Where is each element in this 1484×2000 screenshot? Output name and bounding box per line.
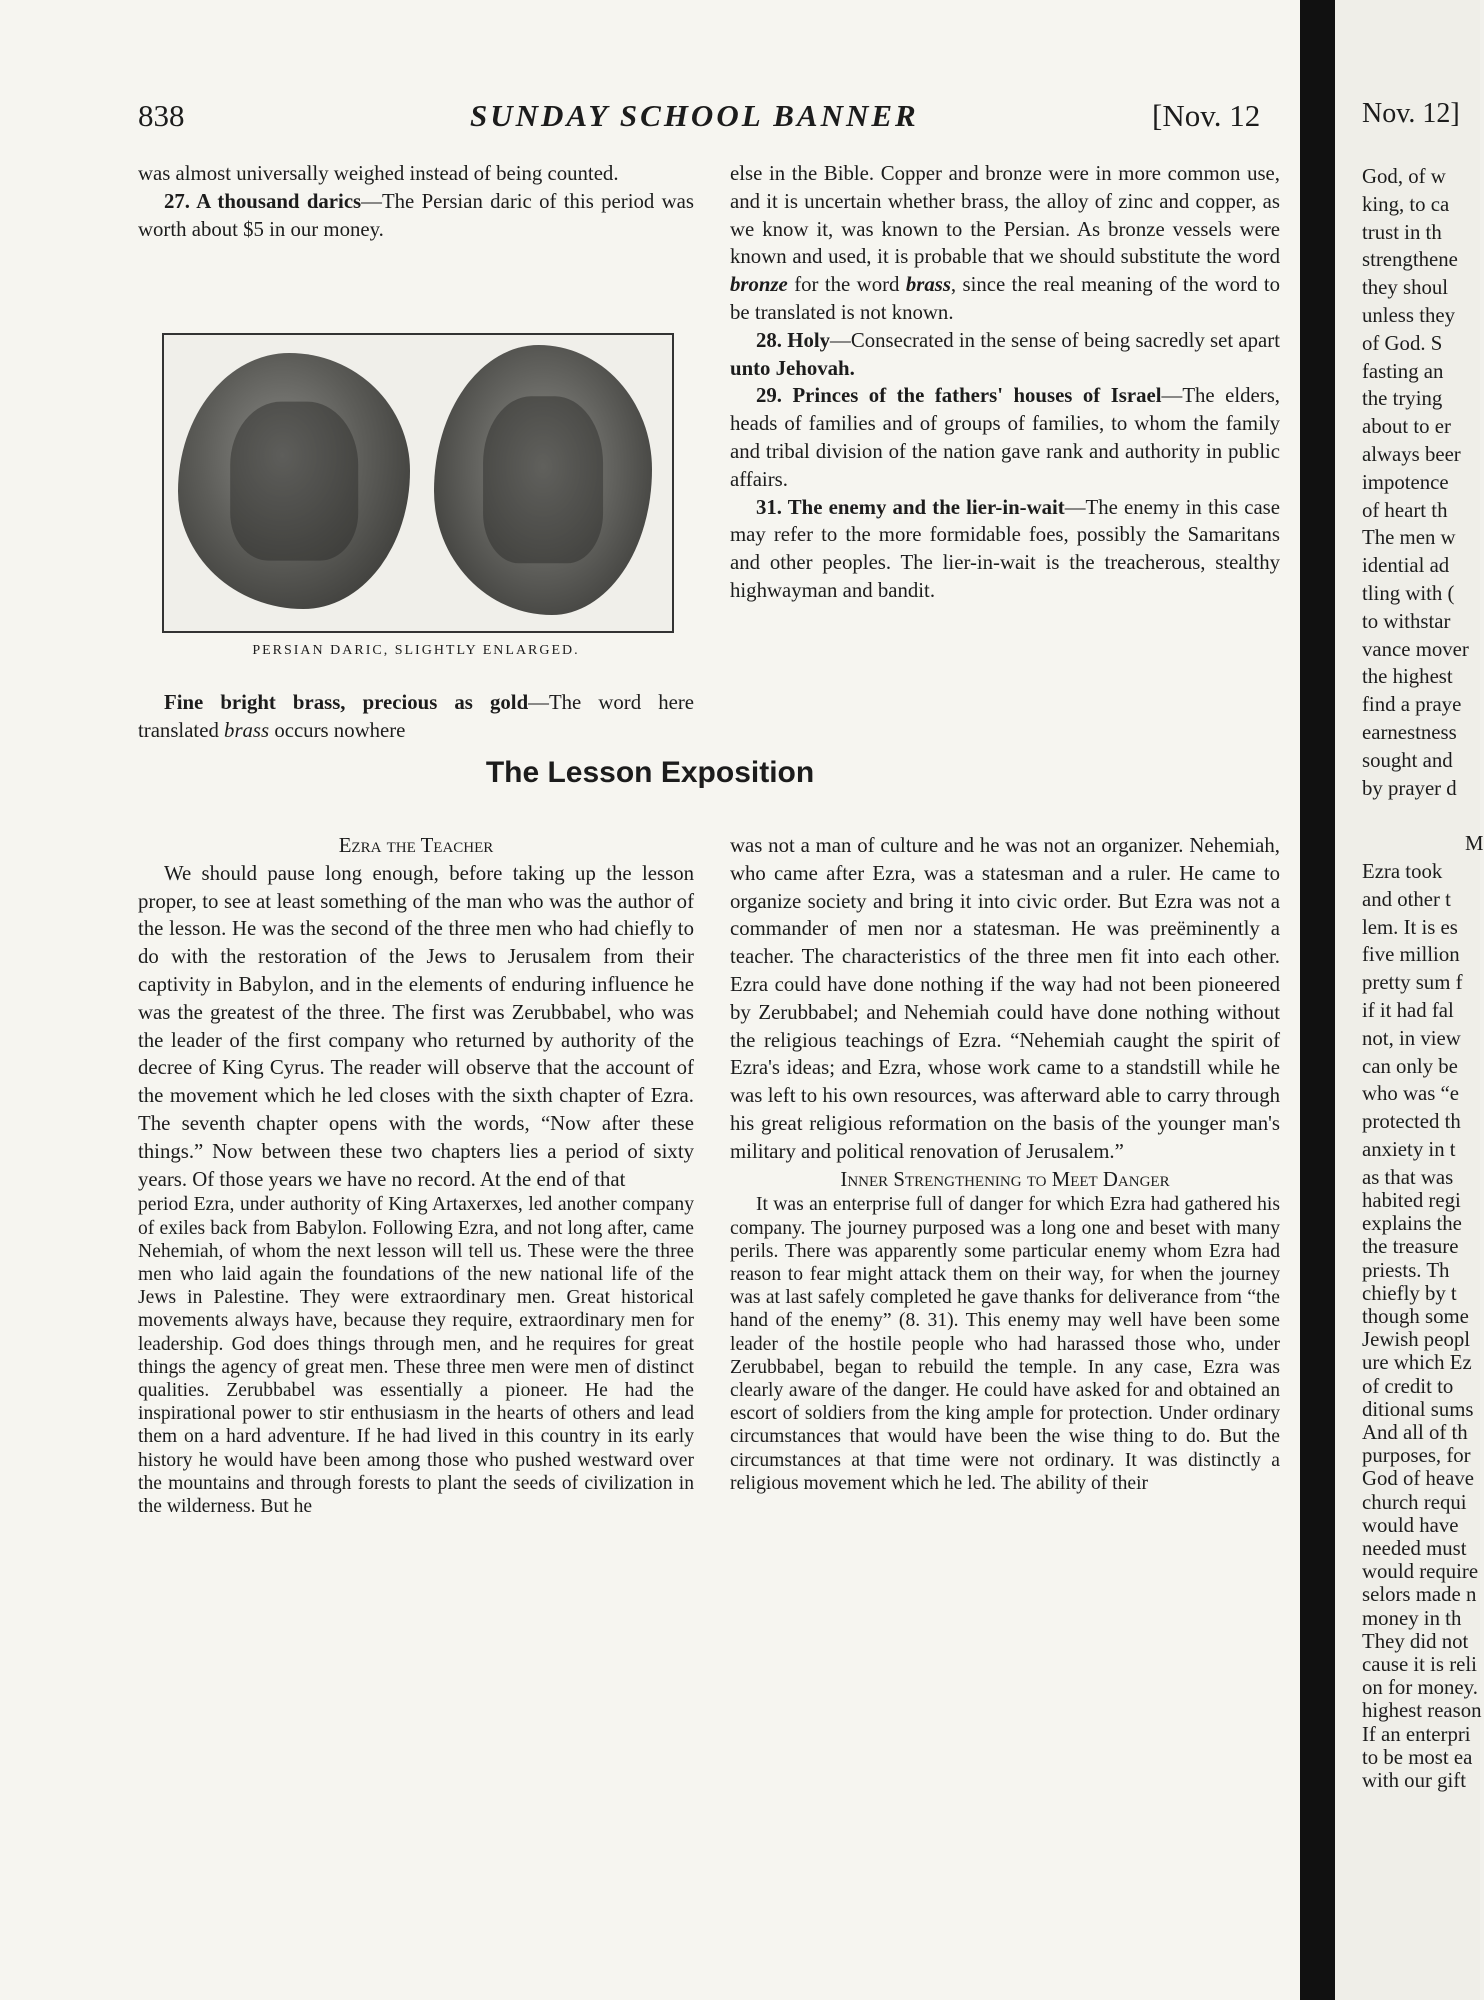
facing-page-line: ditional sums (1362, 1397, 1474, 1421)
facing-page-line: though some (1362, 1305, 1469, 1328)
facing-page-line: to be most ea (1362, 1745, 1473, 1769)
facing-page-line: impotence (1362, 470, 1449, 494)
facing-page-line: the treasure (1362, 1235, 1459, 1259)
word-brass: brass (905, 273, 951, 297)
left-column-body (138, 832, 694, 1518)
subheading-ezra-the-teacher: Ezra the Teacher (338, 834, 494, 857)
facing-page-line: idential ad (1362, 554, 1450, 578)
facing-page-line: not, in view (1362, 1026, 1461, 1050)
facing-page-line: God of heave (1362, 1467, 1475, 1491)
facing-page-line: and other t (1362, 887, 1451, 911)
facing-page-line: pretty sum f (1362, 971, 1463, 995)
facing-page-line: strengthene (1362, 248, 1458, 272)
facing-page-line: God, of w (1362, 165, 1446, 188)
section-title: The Lesson Exposition (485, 756, 815, 789)
facing-page-line: If an enterpri (1362, 1722, 1471, 1746)
facing-page-line: would have (1362, 1513, 1459, 1537)
facing-page-line: always beer (1362, 443, 1461, 466)
facing-page-line: Ezra took (1362, 860, 1443, 883)
facing-page-line: they shoul (1362, 276, 1449, 300)
facing-page-line: anxiety in t (1362, 1138, 1456, 1161)
facing-page-line: needed must (1362, 1537, 1467, 1560)
note-31 (730, 494, 1280, 605)
facing-page-line: They did not (1362, 1629, 1469, 1653)
note-bronze-text: else in the Bible. Copper and bronze were in more common use, and it is uncertain whether brass, the alloy of zinc and copper, as we know it, was known to the Persian. As bronze vessels were known and used, it is probable that we should substitute the word (730, 162, 1280, 269)
left-column-note (138, 689, 694, 745)
note-27 (138, 188, 694, 244)
facing-page-line: if it had fal (1362, 999, 1454, 1022)
running-title: SUNDAY SCHOOL BANNER (470, 98, 919, 133)
facing-page-line: as that was (1362, 1165, 1454, 1189)
note-bronze-text2: for the word (787, 273, 906, 297)
body-paragraph-continued: period Ezra, under authority of King Artaxerxes, led another company of exiles back from Babylon. Following Ezra, and not long after, came Nehemiah, of whom the next lesson will tell us. These were the three men who laid again the foundations of the new national life of the Jews in Palestine. They were extraordinary men. Great historical movements always have, because they require, extraordinary men for leadership. God does things through men, and he requires for great things the agency of great men. These three men were men of distinct qualities. Zerubbabel was essentially a pioneer. He had the inspirational power to stir enthusiasm in the hearts of others and lead them on a hard adventure. If he had lived in this country in its early history he would have been among those who pushed westward over the mountains and through forests to plant the seeds of civilization in the wilderness. But he (138, 1194, 694, 1517)
note-29-text: —The elders, heads of families and of groups of families, to whom the family and tribal division of the nation gave rank and authority in public affairs. (730, 384, 1281, 491)
word-bronze: bronze (730, 273, 788, 297)
facing-page-line: explains the (1362, 1212, 1462, 1236)
facing-page-line: money in th (1362, 1606, 1462, 1630)
facing-page-line: of God. S (1362, 331, 1443, 355)
note-bronze-text3: , since the real meaning of the word to be translated is not known. (730, 273, 1280, 324)
facing-page-line: of heart th (1362, 498, 1448, 522)
facing-page-line: Jewish peopl (1362, 1328, 1471, 1352)
facing-page-line: would require (1362, 1560, 1479, 1584)
facing-page-line: cause it is reli (1362, 1653, 1477, 1676)
coin-obverse-image (178, 353, 410, 609)
note-29-label: 29. Princes of the fathers' houses of Israel (756, 384, 1162, 408)
facing-page-line: unless they (1362, 304, 1455, 327)
facing-page-line: with our gift (1362, 1769, 1466, 1792)
right-column-body (730, 832, 1280, 1495)
right-column-top (730, 160, 1280, 605)
facing-page-line: tling with ( (1362, 582, 1455, 605)
facing-page-line: king, to ca (1362, 192, 1450, 216)
note-27-label: 27. A thousand darics (164, 189, 362, 213)
facing-page-line: to withstar (1362, 609, 1451, 633)
facing-page-line: by prayer d (1362, 776, 1457, 800)
subheading-inner-strengthening: Inner Strengthening to Meet Danger (840, 1167, 1170, 1191)
facing-page-line: M (1465, 832, 1484, 856)
facing-page-line: fasting an (1362, 359, 1444, 383)
facing-page-header: Nov. 12] (1362, 98, 1460, 129)
facing-page-line: trust in th (1362, 220, 1442, 244)
note-brass-label: Fine bright brass, precious as gold (164, 691, 529, 714)
facing-page-line: protected th (1362, 1110, 1461, 1134)
facing-page-fragment (1335, 0, 1484, 2000)
coin-image (162, 333, 674, 633)
facing-page-line: habited regi (1362, 1189, 1461, 1212)
note-29 (730, 382, 1280, 493)
continued-text: was almost universally weighed instead of being counted. (138, 162, 619, 185)
facing-page-line: five million (1362, 943, 1460, 967)
facing-page-line: chiefly by t (1362, 1281, 1457, 1305)
facing-page-line: who was “e (1362, 1082, 1460, 1106)
facing-page-line: on for money. (1362, 1676, 1478, 1700)
facing-page-line: find a praye (1362, 693, 1462, 717)
note-brass-em: brass (224, 718, 270, 742)
facing-page-line: can only be (1362, 1054, 1458, 1078)
coin-second-image (434, 345, 652, 615)
facing-page-line: about to er (1362, 415, 1451, 439)
facing-page-line: of credit to (1362, 1374, 1454, 1398)
header-date: [Nov. 12 (1152, 98, 1261, 133)
note-brass-text: —The word here translated (138, 691, 694, 742)
facing-page-line: sought and (1362, 748, 1453, 772)
facing-page-line: vance mover (1362, 637, 1469, 661)
page-number: 838 (138, 98, 185, 133)
facing-page-line: ure which Ez (1362, 1351, 1472, 1375)
note-31-label: 31. The enemy and the lier-in-wait (756, 495, 1065, 519)
body-paragraph: was not a man of culture and he was not an organizer. Nehemiah, who came after Ezra, was a statesman and a ruler. He came to organize society and bring it into civic order. But Ezra was not a commander of men nor a statesman. He was preëminently a teacher. The characteristics of the three men fit into each other. Ezra could have done nothing if the way had not been pioneered by Zerubbabel; and Nehemiah could have done nothing without the religious teachings of Ezra. “Nehemiah caught the spirit of Ezra's ideas; and Ezra, whose work came to a standstill while he was left to his own resources, was afterward able to carry through his great religious reformation on the basis of the younger man's military and political renovation of Jerusalem.” (730, 834, 1280, 1163)
facing-page-line: purposes, for (1362, 1444, 1471, 1468)
note-27-text: —The Persian daric of this period was worth about $5 in our money. (138, 189, 694, 241)
facing-page-line: the trying (1362, 387, 1443, 411)
figure-caption: PERSIAN DARIC, SLIGHTLY ENLARGED. (252, 643, 580, 658)
facing-page-line: priests. Th (1362, 1258, 1450, 1282)
facing-page-line: And all of th (1362, 1421, 1468, 1444)
left-column-top (138, 160, 694, 243)
note-bronze (730, 160, 1280, 327)
note-brass-text2: occurs nowhere (269, 718, 406, 742)
book-gutter (1300, 0, 1335, 2000)
facing-page-line: lem. It is es (1362, 915, 1458, 939)
body-paragraph: It was an enterprise full of danger for which Ezra had gathered his company. The journey purposed was a long one and beset with many perils. There was apparently some particular enemy whom Ezra had reason to fear might attack them on their way, for when the journey was at last safely completed he gave thanks for deliverance from “the hand of the enemy” (8. 31). This enemy may well have been some leader of the hostile people who had harassed those who, under Zerubbabel, began to rebuild the temple. In any case, Ezra was clearly aware of the danger. He could have asked for and obtained an escort of soldiers from the king ample for protection. Under ordinary circumstances that would have been the wise thing to do. But the circumstances at that time were not ordinary. It was distinctly a religious movement which he led. The ability of their (730, 1194, 1280, 1494)
facing-page-line: highest reason (1362, 1699, 1482, 1723)
note-28 (730, 327, 1280, 383)
note-31-text: —The enemy in this case may refer to the more formidable foes, possibly the Samaritans and other peoples. The lier-in-wait is the treacherous, stealthy highwayman and bandit. (730, 495, 1281, 602)
body-paragraph: We should pause long enough, before taking up the lesson proper, to see at least something of the man who was the author of the lesson. He was the second of the three men who had chiefly to do with the restoration of the Jews to Jerusalem from their captivity in Babylon, and in the elements of enduring influence he was the greatest of the three. The first was Zerubbabel, who was the leader of the first company who returned by authority of the decree of King Cyrus. The reader will observe that the account of the movement which he led closes with the sixth chapter of Ezra. The seventh chapter opens with the words, “Now after these things.” Now between these two chapters lies a period of sixty years. Of those years we have no record. At the end of that (138, 861, 694, 1191)
facing-page-line: church requi (1362, 1490, 1467, 1514)
note-28-label: 28. Holy (756, 328, 831, 352)
facing-page-line: the highest (1362, 665, 1453, 689)
facing-page-line: earnestness (1362, 721, 1457, 744)
facing-page-line: selors made n (1362, 1583, 1477, 1607)
note-28-bold: unto Jehovah. (730, 356, 855, 380)
note-brass (138, 689, 694, 745)
facing-page-line: The men w (1362, 526, 1456, 550)
note-28-text: —Consecrated in the sense of being sacredly set apart (830, 328, 1280, 352)
